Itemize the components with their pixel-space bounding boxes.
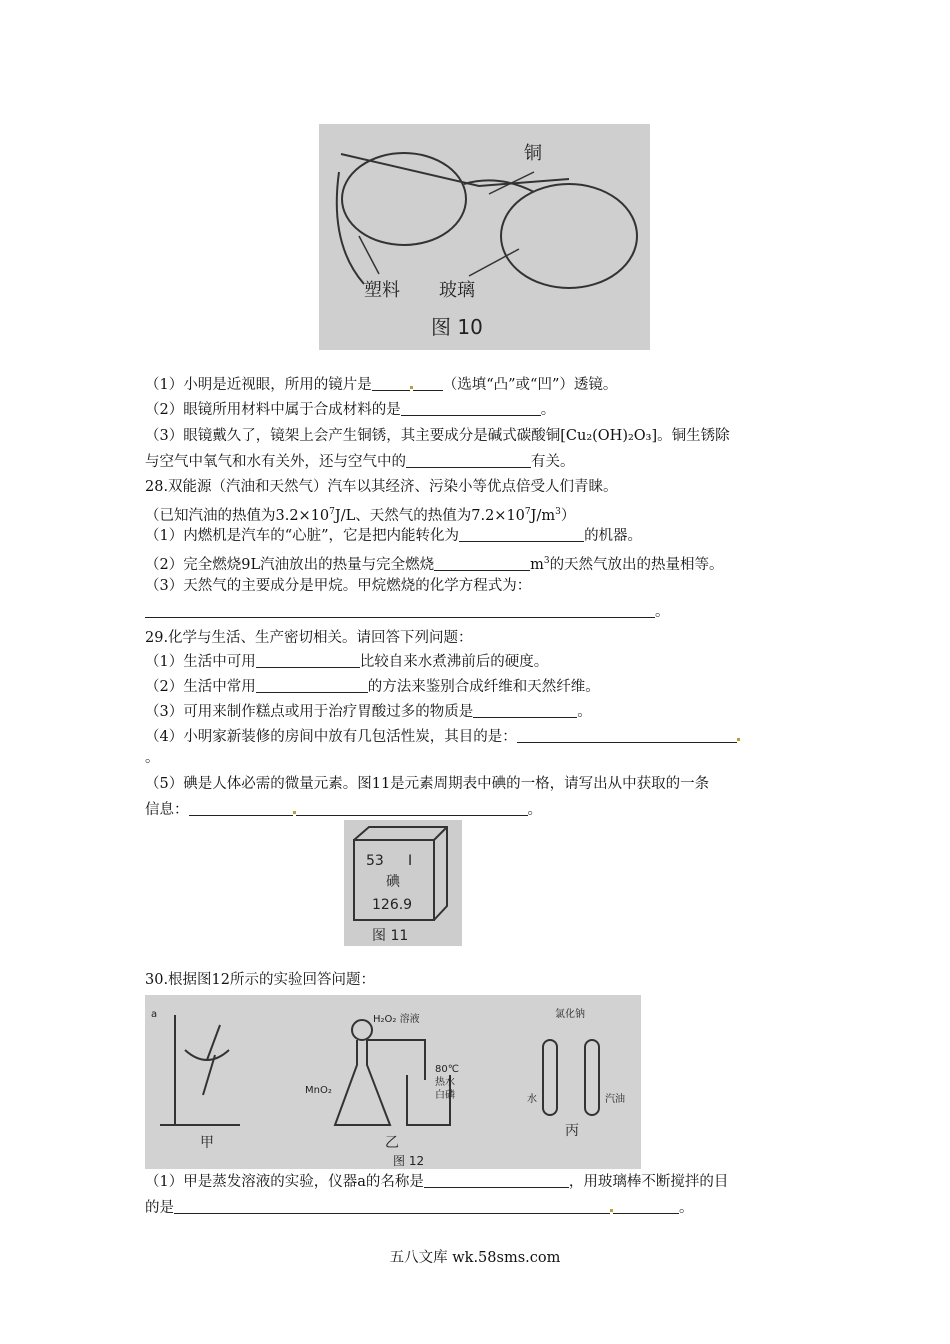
label-water: 水 bbox=[527, 1094, 537, 1105]
label-h2o2: H₂O₂ 溶液 bbox=[373, 1014, 420, 1025]
q28-equation-line: 。 bbox=[145, 602, 670, 622]
figure-10-caption: 图 10 bbox=[431, 315, 483, 339]
figure-10-glasses bbox=[319, 124, 650, 350]
iodine-cell-illustration bbox=[344, 820, 462, 946]
label-yi: 乙 bbox=[385, 1135, 399, 1151]
q29-line-5: （5）碘是人体必需的微量元素。图11是元素周期表中碘的一格，请写出从中获取的一条 bbox=[145, 776, 710, 792]
figure-12-caption: 图 12 bbox=[393, 1154, 425, 1168]
label-glass: 玻璃 bbox=[439, 280, 475, 301]
blank[interactable] bbox=[189, 800, 293, 816]
q27-line-2: （2）眼镜所用材料中属于合成材料的是 。 bbox=[145, 402, 556, 418]
element-symbol: I bbox=[408, 853, 413, 869]
q29-line-1: （1）生活中可用 比较自来水煮沸前后的硬度。 bbox=[145, 654, 549, 670]
figure-12-experiments bbox=[145, 995, 641, 1169]
q29-line-2: （2）生活中常用 的方法来鉴别合成纤维和天然纤维。 bbox=[145, 679, 600, 695]
blank[interactable] bbox=[406, 452, 531, 468]
label-hot-water: 热水 bbox=[435, 1077, 455, 1088]
q29-line-3: （3）可用来制作糕点或用于治疗胃酸过多的物质是 。 bbox=[145, 704, 592, 720]
q30-line-1: （1）甲是蒸发溶液的实验，仪器a的名称是 ，用玻璃棒不断搅拌的目 bbox=[145, 1174, 729, 1190]
q27-line-3: （3）眼镜戴久了，镜架上会产生铜锈，其主要成分是碱式碳酸铜[Cu₂(OH)₂O₃]。铜生锈除 bbox=[145, 428, 730, 444]
q30-line-2: 的是 。 bbox=[145, 1200, 694, 1216]
atomic-number: 53 bbox=[366, 853, 384, 869]
label-jia: 甲 bbox=[200, 1135, 214, 1151]
q29-line-6: 信息： 。 bbox=[145, 802, 542, 818]
q30-intro: 30.根据图12所示的实验回答问题： bbox=[145, 972, 376, 988]
blank[interactable] bbox=[473, 702, 577, 718]
q28-intro: 28.双能源（汽油和天然气）汽车以其经济、污染小等优点倍受人们青睐。 bbox=[145, 479, 618, 495]
label-mno2: MnO₂ bbox=[305, 1085, 332, 1096]
label-copper: 铜 bbox=[524, 143, 542, 164]
blank[interactable] bbox=[145, 602, 655, 618]
blank[interactable] bbox=[372, 375, 410, 391]
label-bing: 丙 bbox=[565, 1123, 579, 1139]
atomic-mass: 126.9 bbox=[372, 897, 413, 913]
blank[interactable] bbox=[256, 652, 360, 668]
blank[interactable] bbox=[613, 1198, 679, 1214]
glasses-illustration bbox=[319, 124, 650, 350]
blank[interactable] bbox=[256, 677, 368, 693]
element-name: 碘 bbox=[386, 874, 400, 890]
blank[interactable] bbox=[517, 727, 737, 743]
label-temp: 80℃ bbox=[435, 1064, 459, 1075]
q28-line-1: （1）内燃机是汽车的“心脏”，它是把内能转化为 的机器。 bbox=[145, 528, 643, 544]
q27-line-1: （1）小明是近视眼，所用的镜片是 （选填“凸”或“凹”）透镜。 bbox=[145, 377, 618, 393]
q29-line-4-end: 。 bbox=[145, 750, 160, 766]
q27-line-4: 与空气中氧气和水有关外，还与空气中的 有关。 bbox=[145, 454, 575, 470]
q29-line-4: （4）小明家新装修的房间中放有几包活性炭，其目的是： bbox=[145, 727, 740, 747]
label-plastic: 塑料 bbox=[364, 280, 400, 301]
figure-11-iodine bbox=[344, 820, 462, 946]
q29-intro: 29.化学与生活、生产密切相关。请回答下列问题： bbox=[145, 630, 473, 646]
label-a: a bbox=[151, 1009, 158, 1020]
page-footer: 五八文库 wk.58sms.com bbox=[389, 1250, 561, 1266]
blank[interactable] bbox=[434, 555, 530, 571]
q28-line-2: （2）完全燃烧9L汽油放出的热量与完全燃烧 $m^3$的天然气放出的热量相等。 bbox=[145, 556, 724, 573]
label-sodium-chloride: 氯化钠 bbox=[555, 1009, 585, 1020]
q28-line-3: （3）天然气的主要成分是甲烷。甲烷燃烧的化学方程式为： bbox=[145, 578, 532, 594]
blank[interactable] bbox=[413, 375, 443, 391]
label-gasoline: 汽油 bbox=[605, 1094, 625, 1105]
q28-given: （已知汽油的热值为$3.2\times 10^7J/L$、天然气的热值为$7.2\times 10^7J/m^3$） bbox=[145, 507, 576, 524]
blank[interactable] bbox=[459, 526, 584, 542]
label-white-phosphorus: 白磷 bbox=[435, 1090, 455, 1101]
blank[interactable] bbox=[401, 400, 541, 416]
figure-11-caption: 图 11 bbox=[372, 928, 409, 944]
blank[interactable] bbox=[424, 1172, 569, 1188]
blank[interactable] bbox=[174, 1198, 610, 1214]
blank[interactable] bbox=[296, 800, 528, 816]
experiments-illustration bbox=[145, 995, 641, 1169]
